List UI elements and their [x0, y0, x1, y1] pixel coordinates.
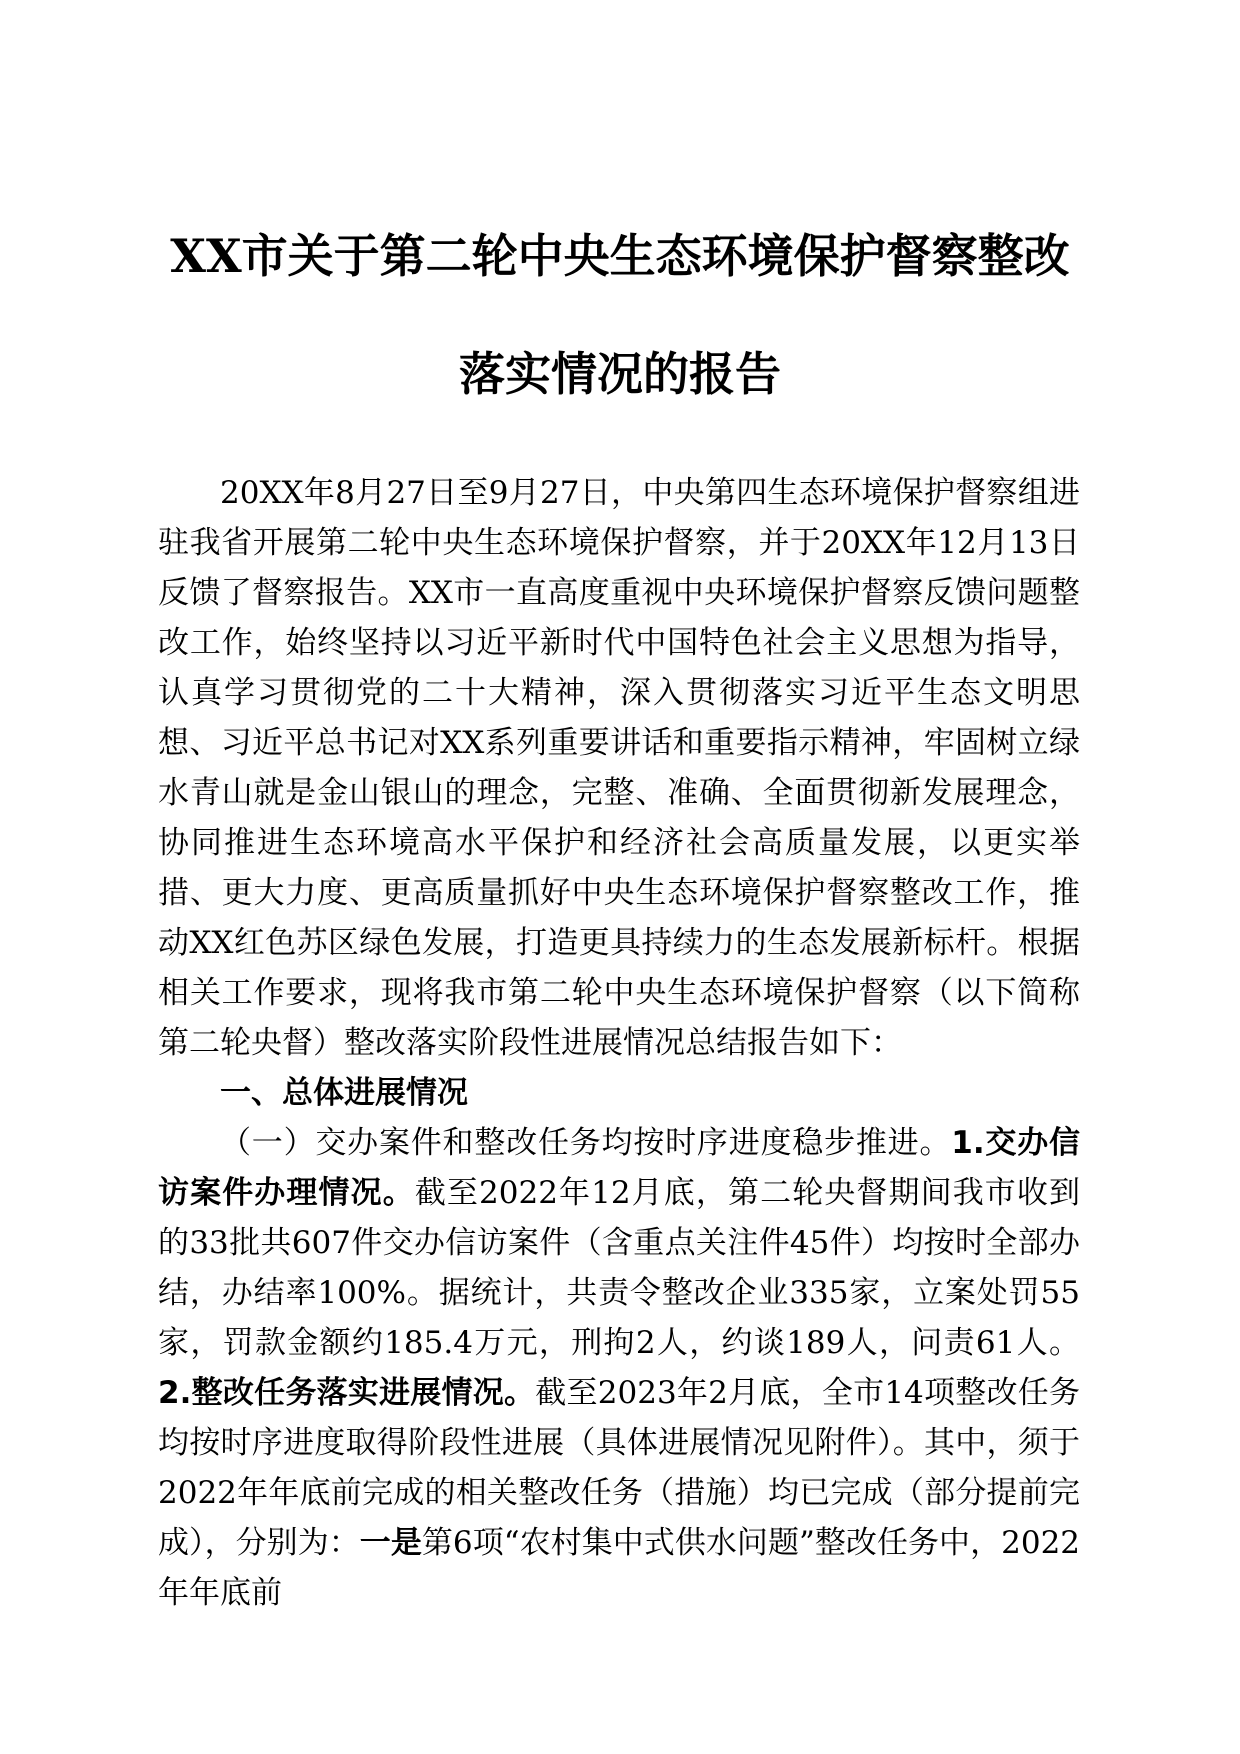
section-heading-overall-progress: 一、总体进展情况	[220, 1075, 468, 1111]
cases-text: 截至2022年12月底，第二轮央督期间我市收到的33批共607件交办信访案件（含重点关注件45件）均按时全部办结，办结率100%。据统计，共责令整改企业335家，立案处罚55家，罚款金额约185.4万元，刑拘2人，约谈189人，问责61人。	[158, 1175, 1081, 1361]
item-6-text: 第6项“农村集中式供水问题”整改任务中，2022年年底前	[158, 1525, 1081, 1611]
intro-paragraph: 20XX年8月27日至9月27日，中央第四生态环境保护督察组进驻我省开展第二轮中央生态环境保护督察，并于20XX年12月13日反馈了督察报告。XX市一直高度重视中央环境保护督察反馈问题整改工作，始终坚持以习近平新时代中国特色社会主义思想为指导，认真学习贯彻党的二十大精神，深入贯彻落实习近平生态文明思想、习近平总书记对XX系列重要讲话和重要指示精神，牢固树立绿水青山就是金山银山的理念，完整、准确、全面贯彻新发展理念，协同推进生态环境高水平保护和经济社会高质量发展，以更实举措、更大力度、更高质量抓好中央生态环境保护督察整改工作，推动XX红色苏区绿色发展，打造更具持续力的生态发展新标杆。根据相关工作要求，现将我市第二轮中央生态环境保护督察（以下简称第二轮央督）整改落实阶段性进展情况总结报告如下：	[158, 475, 1080, 1061]
bold-item-2: 2.整改任务落实进展情况。	[158, 1375, 536, 1411]
tasks-text: 截至2023年2月底，全市14项整改任务均按时序进度取得阶段性进展（具体进展情况见附件）。其中，须于2022年年底前完成的相关整改任务（措施）均已完成（部分提前完成），分别为：	[158, 1375, 1080, 1561]
document-title-line-2: 落实情况的报告	[459, 347, 781, 401]
bold-item-3: 一是	[359, 1525, 422, 1561]
document-body	[158, 468, 1080, 1618]
progress-paragraph	[158, 1118, 1080, 1618]
document-title-line-1: XX市关于第二轮中央生态环境保护督察整改	[170, 229, 1070, 283]
subheading-cases-and-tasks: （一）交办案件和整改任务均按时序进度稳步推进。	[220, 1125, 952, 1161]
bold-item-1: 1.交办信访案件办理情况。	[158, 1125, 1080, 1211]
